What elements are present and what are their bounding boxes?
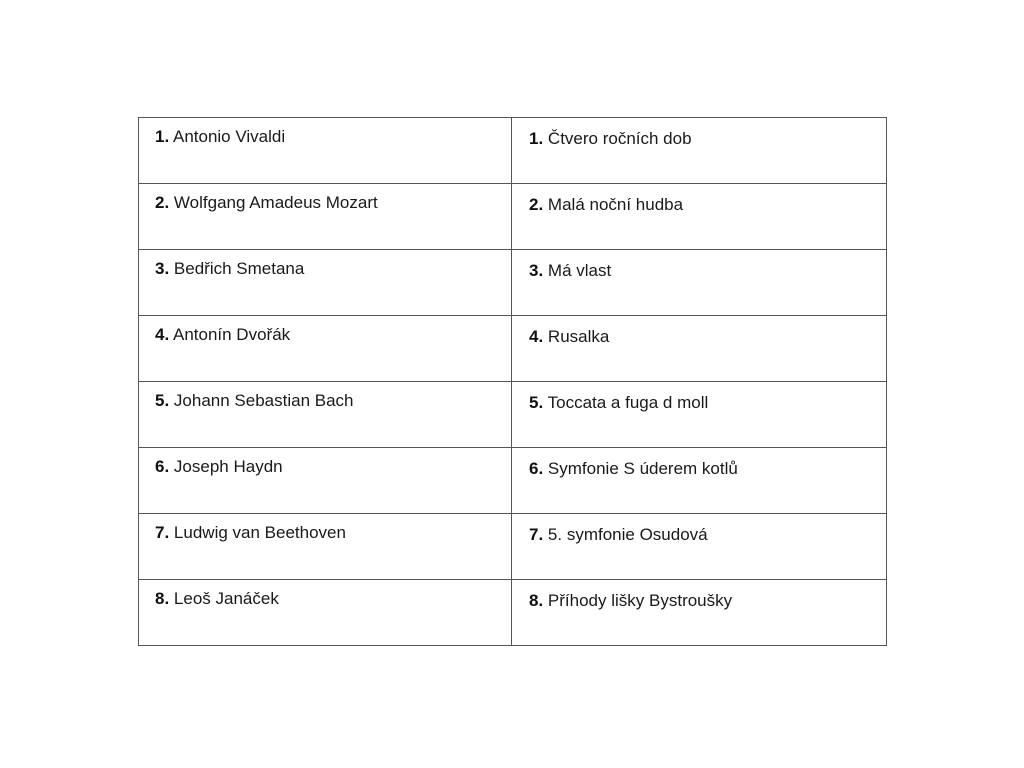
- composer-name: Ludwig van Beethoven: [173, 523, 346, 542]
- row-number: 7.: [155, 523, 170, 542]
- work-cell: [512, 514, 887, 580]
- table-row: [139, 514, 887, 580]
- composer-name: Antonio Vivaldi: [172, 127, 286, 146]
- row-number: 6.: [529, 459, 544, 478]
- row-number: 3.: [155, 259, 170, 278]
- work-cell: [512, 580, 887, 646]
- table-row: [139, 448, 887, 514]
- work-cell: [512, 118, 887, 184]
- composer-name: Johann Sebastian Bach: [173, 391, 354, 410]
- work-cell: [512, 382, 887, 448]
- row-number: 5.: [155, 391, 170, 410]
- work-title: Příhody lišky Bystroušky: [547, 591, 733, 610]
- work-title: Má vlast: [547, 261, 612, 280]
- row-number: 2.: [155, 193, 170, 212]
- composer-cell: [139, 580, 512, 646]
- table-row: [139, 316, 887, 382]
- table-row: [139, 580, 887, 646]
- composer-name: Leoš Janáček: [173, 589, 279, 608]
- composer-cell: [139, 184, 512, 250]
- composer-name: Joseph Haydn: [173, 457, 283, 476]
- work-title: Malá noční hudba: [547, 195, 684, 214]
- row-number: 5.: [529, 393, 544, 412]
- work-cell: [512, 250, 887, 316]
- composer-name: Wolfgang Amadeus Mozart: [173, 193, 378, 212]
- row-number: 7.: [529, 525, 544, 544]
- composer-cell: [139, 448, 512, 514]
- row-number: 2.: [529, 195, 544, 214]
- work-cell: [512, 448, 887, 514]
- work-title: 5. symfonie Osudová: [547, 525, 708, 544]
- composer-name: Bedřich Smetana: [173, 259, 305, 278]
- work-title: Čtvero ročních dob: [547, 129, 692, 148]
- table-row: [139, 118, 887, 184]
- work-title: Toccata a fuga d moll: [547, 393, 709, 412]
- table-row: [139, 250, 887, 316]
- table-body: [139, 118, 887, 646]
- row-number: 1.: [155, 127, 170, 146]
- composer-cell: [139, 250, 512, 316]
- composer-cell: [139, 316, 512, 382]
- work-title: Rusalka: [547, 327, 610, 346]
- row-number: 6.: [155, 457, 170, 476]
- row-number: 1.: [529, 129, 544, 148]
- table-row: [139, 184, 887, 250]
- composer-name: Antonín Dvořák: [172, 325, 291, 344]
- work-cell: [512, 184, 887, 250]
- composer-work-table: [138, 117, 887, 646]
- row-number: 4.: [529, 327, 544, 346]
- row-number: 4.: [155, 325, 170, 344]
- work-cell: [512, 316, 887, 382]
- composer-cell: [139, 514, 512, 580]
- composer-cell: [139, 382, 512, 448]
- composer-cell: [139, 118, 512, 184]
- table-row: [139, 382, 887, 448]
- row-number: 8.: [529, 591, 544, 610]
- work-title: Symfonie S úderem kotlů: [547, 459, 738, 478]
- row-number: 8.: [155, 589, 170, 608]
- row-number: 3.: [529, 261, 544, 280]
